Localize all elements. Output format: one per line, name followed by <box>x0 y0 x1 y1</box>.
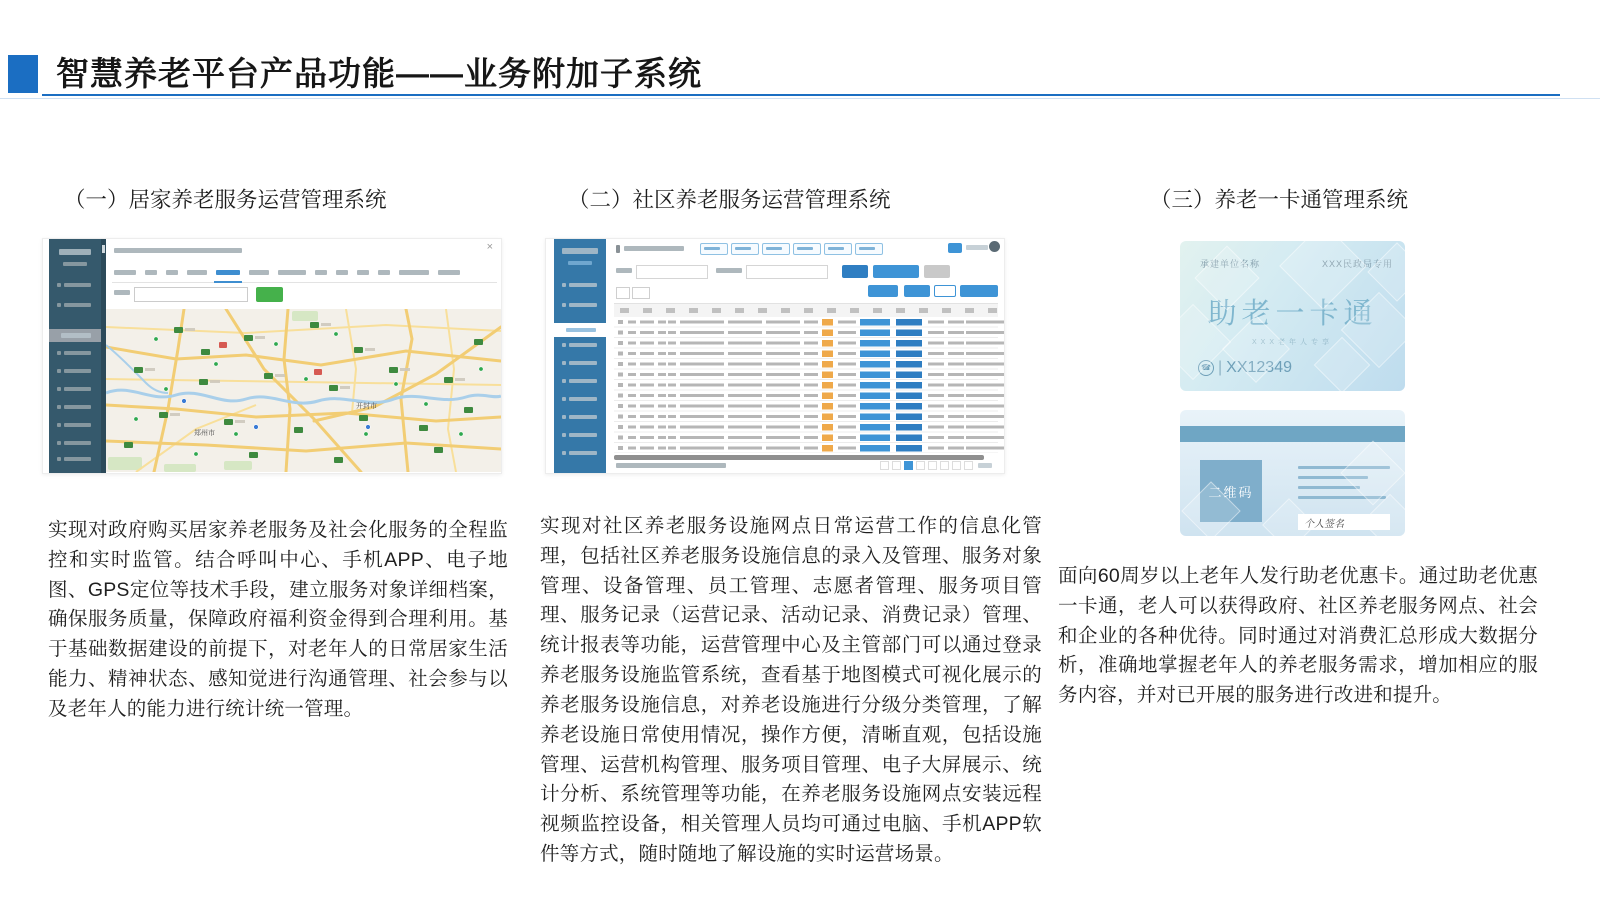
menu-item-icon <box>57 283 61 287</box>
section-3-heading: （三）养老一卡通管理系统 <box>1150 188 1409 212</box>
hotline-divider: | <box>1218 359 1223 376</box>
map-city-label: 开封市 <box>356 403 377 410</box>
add-button <box>868 285 898 297</box>
search-button <box>842 265 868 278</box>
filter-chip-row <box>610 239 1002 257</box>
filter-chip <box>855 243 883 255</box>
phone2-column <box>766 317 800 453</box>
road-number-badge <box>134 367 143 373</box>
map-label-blur <box>185 328 195 331</box>
card-subtitle: XXX老年人专享 <box>1251 339 1333 346</box>
map-poi-marker <box>334 332 338 336</box>
map-label-blur <box>400 368 410 371</box>
road-number-badge <box>334 457 343 463</box>
tab-item <box>249 270 269 275</box>
download-button <box>934 285 956 297</box>
page-title: 智慧养老平台产品功能——业务附加子系统 <box>56 55 702 92</box>
card-diamond-decoration <box>1262 498 1316 536</box>
avatar <box>989 241 1000 252</box>
id-number-column <box>680 317 724 453</box>
map-poi-marker <box>479 367 483 371</box>
home-main-panel <box>106 239 501 473</box>
menu-item-icon <box>57 405 61 409</box>
tab-item <box>399 270 429 275</box>
screenshot-community-system <box>545 238 1005 474</box>
tab-item <box>145 270 157 275</box>
menu-item-icon <box>562 433 566 437</box>
map-poi-marker-blue <box>182 399 187 404</box>
map-park <box>224 461 252 470</box>
tab-item <box>336 270 348 275</box>
card-usage-label: XXX民政局专用 <box>1321 259 1393 269</box>
road-number-badge <box>419 425 428 431</box>
road-number-badge <box>224 419 233 425</box>
home-brand-sub-blur <box>63 262 87 266</box>
community-sidebar-active-item <box>554 323 606 337</box>
road-number-badge <box>174 327 183 333</box>
menu-item-label-blur <box>64 387 91 391</box>
time-column <box>804 317 818 453</box>
map-label-blur <box>321 323 331 326</box>
reset-button <box>924 265 950 278</box>
section-1-heading: （一）居家养老服务运营管理系统 <box>64 188 387 212</box>
page-button <box>904 461 913 470</box>
menu-item-label-blur <box>569 283 597 287</box>
tab-item <box>438 270 460 275</box>
filter-chip-label-blur <box>735 247 751 250</box>
filter-chip-label-blur <box>828 247 844 250</box>
table-header <box>614 303 998 318</box>
menu-item-label-blur <box>569 343 597 347</box>
road-number-badge <box>244 335 253 341</box>
map-label-blur <box>235 420 245 423</box>
map-poi-marker <box>394 382 398 386</box>
map-poi-marker-blue <box>366 425 371 430</box>
map-poi-marker <box>274 342 278 346</box>
road-number-badge <box>389 367 398 373</box>
page-button <box>952 461 961 470</box>
title-underline-light <box>0 98 1600 99</box>
page-button <box>964 461 973 470</box>
road-number-badge <box>294 427 303 433</box>
road-number-badge <box>264 373 273 379</box>
tab-item <box>278 270 306 275</box>
road-number-badge-red <box>314 369 322 375</box>
operator-column <box>928 317 944 453</box>
filter-input-1 <box>636 265 708 279</box>
menu-item-icon <box>57 441 61 445</box>
menu-item-icon <box>57 457 61 461</box>
section-2-heading: （二）社区养老服务运营管理系统 <box>568 188 891 212</box>
status-text-column <box>838 317 856 453</box>
page-button <box>916 461 925 470</box>
menu-item-label-blur <box>569 397 597 401</box>
tab-item <box>114 270 136 275</box>
filter-label-blur <box>616 268 632 273</box>
card-title: 助老一卡通 <box>1207 298 1378 330</box>
filter-input-2 <box>746 265 828 279</box>
menu-item-label-blur <box>64 405 91 409</box>
map-label-blur <box>170 413 180 416</box>
road-number-badge <box>199 379 208 385</box>
menu-item-icon <box>562 303 566 307</box>
card-issuer-label: 承建单位名称 <box>1200 259 1261 269</box>
title-underline <box>42 94 1560 96</box>
map-label-blur <box>255 336 265 339</box>
signature-box: 个人签名 <box>1298 514 1390 530</box>
menu-item-icon <box>57 303 61 307</box>
menu-item-icon <box>562 397 566 401</box>
menu-item-label-blur <box>569 379 597 383</box>
map-label-blur <box>455 378 465 381</box>
menu-item-label-blur <box>569 451 597 455</box>
page-button <box>892 461 901 470</box>
table-body <box>614 317 998 453</box>
page-size-blur <box>978 463 992 468</box>
road-number-badge <box>124 442 133 448</box>
menu-item-label-blur <box>569 433 597 437</box>
road-number-badge <box>434 447 443 453</box>
map-label-blur <box>365 348 375 351</box>
road-number-badge <box>201 349 210 355</box>
page-button <box>880 461 889 470</box>
menu-item-icon <box>57 369 61 373</box>
map-city-label: 郑州市 <box>194 430 215 437</box>
menu-item-icon <box>562 451 566 455</box>
menu-item-label-blur <box>569 361 597 365</box>
add-member-button <box>873 265 919 278</box>
status-badge-column <box>822 317 833 453</box>
batch-action-button <box>960 285 998 297</box>
home-brand-blur <box>59 249 91 255</box>
map-road-major <box>314 327 501 421</box>
map-poi-marker <box>424 402 428 406</box>
home-sidebar <box>49 239 101 473</box>
table-summary-blur <box>616 463 726 468</box>
checkbox-column <box>618 317 623 453</box>
phone-icon: ☎ <box>1198 360 1214 376</box>
menu-item-label-blur <box>64 457 91 461</box>
map-poi-marker <box>364 432 368 436</box>
filter-chip <box>700 243 728 255</box>
road-number-badge <box>359 415 368 421</box>
road-number-badge <box>159 412 168 418</box>
page-button <box>928 461 937 470</box>
tab-item <box>187 270 207 275</box>
active-tab-underline <box>214 281 242 283</box>
map-poi-marker <box>304 377 308 381</box>
map-label-blur <box>340 386 350 389</box>
road-number-badge <box>310 322 319 328</box>
section-1-body: 实现对政府购买居家养老服务及社会化服务的全程监控和实时监管。结合呼叫中心、手机APP、电子地图、GPS定位等技术手段，建立服务对象详细档案，确保服务质量，保障政府福利资金得到合理利用。基于基础数据建设的前提下，对老年人的日常居家生活能力、精神状态、感知觉进行沟通管理、社会参与以及老年人的能力进行统计统一管理。 <box>48 519 508 720</box>
home-search-button <box>256 287 283 302</box>
map-road-minor <box>106 379 501 385</box>
map-canvas <box>106 309 501 472</box>
map-graphic <box>106 309 501 472</box>
road-number-badge <box>444 377 453 383</box>
filter-chip <box>793 243 821 255</box>
menu-item-label-blur <box>64 423 91 427</box>
road-number-badge <box>249 452 258 458</box>
refresh-icon <box>616 287 630 299</box>
tab-item <box>378 270 390 275</box>
filter-chip <box>731 243 759 255</box>
map-road-minor <box>106 325 501 333</box>
community-sidebar-active-label-blur <box>566 328 596 332</box>
elder-card-back <box>1180 410 1405 536</box>
menu-item-icon <box>562 415 566 419</box>
road-number-badge <box>464 407 473 413</box>
menu-item-label-blur <box>569 415 597 419</box>
menu-item-icon <box>57 351 61 355</box>
community-brand-sub-blur <box>568 261 592 265</box>
action-button-column <box>860 317 890 453</box>
road-number-badge-red <box>219 342 227 348</box>
age-column <box>668 317 676 453</box>
tab-item <box>216 270 240 275</box>
header-notification-badge <box>948 243 962 253</box>
map-poi-marker <box>154 337 158 341</box>
map-park <box>292 311 318 321</box>
home-sidebar-active-label-blur <box>61 333 91 338</box>
community-main-panel <box>610 239 1002 473</box>
card-rule-line-blur <box>1298 486 1360 489</box>
road-number-badge <box>354 347 363 353</box>
map-poi-marker-blue <box>254 425 259 430</box>
menu-item-label-blur <box>64 369 91 373</box>
menu-item-icon <box>562 283 566 287</box>
menu-item-label-blur <box>569 303 597 307</box>
group-column <box>948 317 964 453</box>
card-back-band <box>1180 426 1405 442</box>
map-poi-marker <box>459 432 463 436</box>
home-tab-bar <box>112 265 497 283</box>
pagination <box>880 461 1000 471</box>
menu-item-icon <box>562 379 566 383</box>
community-sidebar <box>554 239 606 473</box>
qr-code-placeholder: 二维码 <box>1200 460 1262 522</box>
home-search-input <box>134 287 248 302</box>
filter-chip-label-blur <box>766 247 782 250</box>
columns-icon <box>632 287 650 299</box>
index-column <box>628 317 636 453</box>
filter-label-2-blur <box>716 268 742 273</box>
map-poi-marker <box>194 452 198 456</box>
tab-item <box>357 270 369 275</box>
menu-item-label-blur <box>64 283 91 287</box>
map-poi-marker <box>164 387 168 391</box>
menu-item-icon <box>562 361 566 365</box>
home-sidebar-active-item <box>49 329 101 342</box>
filter-chip <box>824 243 852 255</box>
collapse-handle-icon <box>102 245 105 253</box>
filter-chip <box>762 243 790 255</box>
map-label-blur <box>210 380 220 383</box>
home-search-label-blur <box>114 290 130 295</box>
menu-item-icon <box>57 387 61 391</box>
date-column <box>966 317 1004 453</box>
map-road-major <box>106 347 501 365</box>
home-record-title-blur <box>114 248 242 253</box>
tab-item <box>166 270 178 275</box>
menu-item-label-blur <box>64 303 91 307</box>
tab-item <box>315 270 327 275</box>
map-poi-marker <box>234 432 238 436</box>
screenshot-home-care-system <box>42 238 502 474</box>
section-2-body: 实现对社区养老服务设施网点日常运营工作的信息化管理，包括社区养老服务设施信息的录入及管理、服务对象管理、设备管理、员工管理、志愿者管理、服务项目管理、服务记录（运营记录、活动记录、消费记录）管理、统计报表等功能，运营管理中心及主管部门可以通过登录养老服务设施监管系统，查看基于地图模式可视化展示的养老服务设施信息，对养老设施进行分级分类管理，了解养老设施日常使用情况，操作方便，清晰直观，包括设施管理、运营机构管理、服务项目管理、电子大屏展示、统计分析、系统管理等功能，在养老服务设施网点安装远程视频监控设备，相关管理人员均可通过电脑、手机APP软件等方式，随时随地了解设施的实时运营场景。 <box>540 515 1042 866</box>
menu-item-icon <box>57 423 61 427</box>
title-accent-square <box>8 55 38 93</box>
road-number-badge <box>474 339 483 345</box>
close-icon: × <box>486 241 493 253</box>
phone-column <box>728 317 762 453</box>
elder-card-front <box>1180 241 1405 391</box>
gender-column <box>658 317 666 453</box>
map-label-blur <box>275 374 285 377</box>
map-poi-marker <box>134 417 138 421</box>
import-button <box>904 285 930 297</box>
map-park <box>164 464 196 472</box>
road-number-badge <box>329 385 338 391</box>
menu-item-label-blur <box>64 351 91 355</box>
horizontal-scrollbar <box>614 455 984 460</box>
section-3-body: 面向60周岁以上老年人发行助老优惠卡。通过助老优惠一卡通，老人可以获得政府、社区养老服务网点、社会和企业的各种优待。同时通过对消费汇总形成大数据分析，准确地掌握老年人的养老服务需求，增加相应的服务内容，并对已开展的服务进行改进和提升。 <box>1058 565 1538 707</box>
community-brand-blur <box>562 248 598 254</box>
action-button-2-column <box>896 317 922 453</box>
map-label-blur <box>145 368 155 371</box>
menu-item-icon <box>562 343 566 347</box>
page-button <box>940 461 949 470</box>
menu-item-label-blur <box>64 441 91 445</box>
filter-chip-label-blur <box>859 247 875 250</box>
header-user-name-blur <box>966 245 988 250</box>
map-park <box>108 457 142 470</box>
filter-chip-label-blur <box>797 247 813 250</box>
filter-chip-label-blur <box>704 247 720 250</box>
name-column <box>640 317 654 453</box>
map-poi-marker <box>214 362 218 366</box>
hotline-number: XX12349 <box>1226 359 1292 376</box>
